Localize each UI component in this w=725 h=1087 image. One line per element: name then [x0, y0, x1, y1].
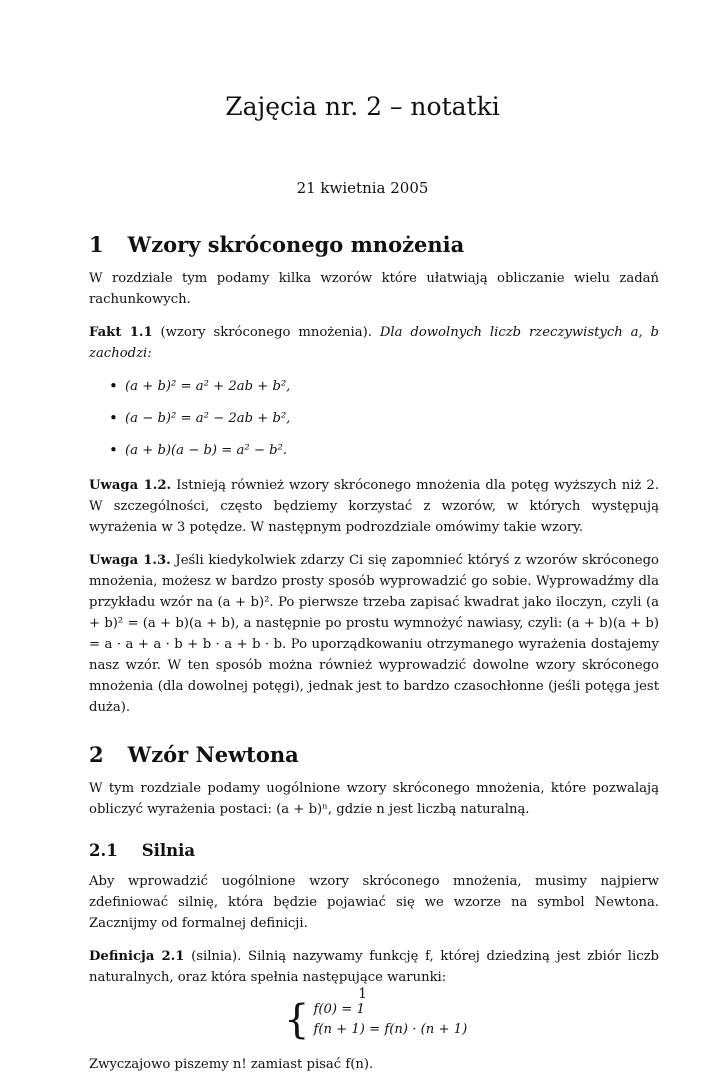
fakt-name: (wzory skróconego mnożenia).	[160, 325, 372, 340]
definicja-label: Definicja 2.1	[89, 949, 185, 964]
uwaga-1-3	[89, 550, 659, 718]
section-1-heading	[89, 234, 659, 255]
subsection-2-1-outro: Zwyczajowo piszemy n! zamiast pisać f(n).	[89, 1057, 374, 1072]
formula-item: • (a − b)² = a² − 2ab + b²,	[109, 408, 659, 429]
uwaga-label: Uwaga 1.2.	[89, 478, 172, 493]
formula-list	[109, 376, 659, 461]
subsection-number: 2.1	[89, 841, 118, 860]
fakt-label: Fakt 1.1	[89, 325, 153, 340]
uwaga-label: Uwaga 1.3.	[89, 553, 171, 568]
section-number: 2	[89, 742, 104, 767]
document-date: 21 kwietnia 2005	[296, 179, 429, 197]
section-2-intro: W tym rozdziale podamy uogólnione wzory skróconego mnożenia, które pozwalają obliczyć wyrażenia postaci: (a + b)ⁿ, gdzie n jest liczbą naturalną.	[89, 781, 659, 817]
subsection-2-1-intro: Aby wprowadzić uogólnione wzory skróconego mnożenia, musimy najpierw zdefiniować silnię, która będzie pojawiać się we wzorze na symbol Newtona. Zacznijmy od formalnej definicji.	[89, 874, 659, 931]
case-lines	[313, 1000, 467, 1040]
definicja-2-1	[89, 946, 659, 988]
formula-item: • (a + b)(a − b) = a² − b².	[109, 440, 659, 461]
uwaga-1-2	[89, 475, 659, 538]
case-line: f(0) = 1	[313, 1002, 365, 1017]
subsection-2-1-heading	[89, 840, 659, 861]
section-title: Wzory skróconego mnożenia	[127, 232, 465, 257]
subsection-title: Silnia	[141, 841, 196, 860]
definicja-text: Silnią nazywamy funkcję f, której dziedziną jest zbiór liczb naturalnych, oraz która spełnia następujące warunki:	[89, 949, 659, 985]
section-2-heading	[89, 744, 659, 765]
case-line: f(n + 1) = f(n) · (n + 1)	[313, 1022, 468, 1037]
document-body	[89, 234, 659, 1087]
document-title: Zajęcia nr. 2 – notatki	[225, 92, 500, 121]
formula-item: • (a + b)² = a² + 2ab + b²,	[109, 376, 659, 397]
left-brace-icon: {	[284, 997, 310, 1043]
uwaga-text: Istnieją również wzory skróconego mnożenia dla potęg wyższych niż 2. W szczególności, często będziemy korzystać z wzorów, w których występują wyrażenia w 3 potędze. W następnym podrozdziale omówimy takie wzory.	[89, 478, 659, 535]
fakt-1-1	[89, 322, 659, 364]
section-title: Wzór Newtona	[127, 742, 299, 767]
section-number: 1	[89, 232, 104, 257]
definicja-name: (silnia).	[191, 949, 242, 964]
page-number: 1	[358, 986, 367, 1002]
section-1-intro: W rozdziale tym podamy kilka wzorów które ułatwiają obliczanie wielu zadań rachunkowych.	[89, 271, 659, 307]
fakt-statement: Dla dowolnych liczb rzeczywistych a, b zachodzi:	[89, 325, 659, 361]
uwaga-text: Jeśli kiedykolwiek zdarzy Ci się zapomnieć któryś z wzorów skróconego mnożenia, możesz w bardzo prosty sposób wyprowadzić go sobie. Wyprowadźmy dla przykładu wzór na (a + b)². Po pierwsze trzeba zapisać kwadrat jako iloczyn, czyli (a + b)² = (a + b)(a + b), a następnie po prostu wymnożyć nawiasy, czyli: (a + b)(a + b) = a · a + a · b + b · a + b · b. Po uporządkowaniu otrzymanego wyrażenia dostajemy nasz wzór. W ten sposób można również wyprowadzić dowolne wzory skróconego mnożenia (dla dowolnej potęgi), jednak jest to bardzo czasochłonne (jeśli potęga jest duża).	[89, 553, 659, 715]
definition-cases	[284, 997, 659, 1043]
